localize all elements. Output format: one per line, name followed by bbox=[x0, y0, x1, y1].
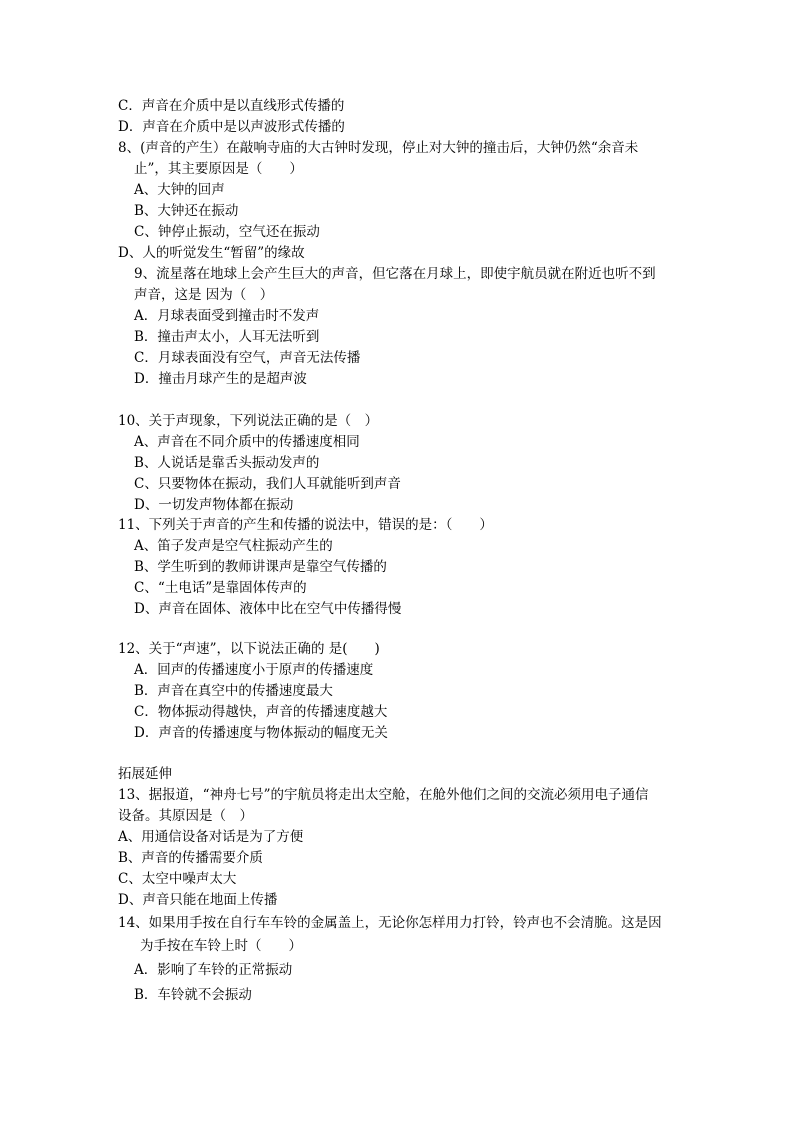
q8-option-a: A、大钟的回声 bbox=[134, 182, 225, 198]
q8-option-d: D、人的听觉发生“暂留”的缘故 bbox=[118, 245, 305, 261]
q11-stem: 11、下列关于声音的产生和传播的说法中，错误的是：（ ） bbox=[118, 517, 493, 533]
q8-stem-line2: 止”，其主要原因是（ ） bbox=[134, 161, 303, 177]
q8-stem-line1: 8、(声音的产生）在敲响寺庙的大古钟时发现，停止对大钟的撞击后，大钟仍然“余音未 bbox=[118, 140, 639, 156]
q9-option-b: B．撞击声太小，人耳无法听到 bbox=[134, 329, 320, 345]
q13-stem-line1: 13、据报道，“神舟七号”的宇航员将走出太空舱，在舱外他们之间的交流必须用电子通信 bbox=[118, 787, 649, 803]
q10-option-b: B、人说话是靠舌头振动发声的 bbox=[134, 455, 320, 471]
q11-option-c: C、“土电话”是靠固体传声的 bbox=[134, 580, 307, 596]
q7-option-c: C．声音在介质中是以直线形式传播的 bbox=[118, 98, 345, 114]
q11-option-d: D、声音在固体、液体中比在空气中传播得慢 bbox=[134, 601, 402, 617]
q12-option-c: C．物体振动得越快，声音的传播速度越大 bbox=[134, 704, 388, 720]
q7-option-d: D．声音在介质中是以声波形式传播的 bbox=[118, 119, 345, 135]
q9-stem-line1: 9、流星落在地球上会产生巨大的声音，但它落在月球上，即使宇航员就在附近也听不到 bbox=[134, 266, 656, 282]
q10-stem: 10、关于声现象，下列说法正确的是（ ） bbox=[118, 413, 379, 429]
q8-option-c: C、钟停止振动，空气还在振动 bbox=[134, 224, 320, 240]
section-title: 拓展延伸 bbox=[118, 766, 172, 782]
q11-option-b: B、学生听到的教师讲课声是靠空气传播的 bbox=[134, 559, 387, 575]
q9-option-a: A．月球表面受到撞击时不发声 bbox=[134, 308, 320, 324]
q9-option-d: D．撞击月球产生的是超声波 bbox=[134, 371, 307, 387]
q12-option-d: D．声音的传播速度与物体振动的幅度无关 bbox=[134, 725, 388, 741]
q10-option-d: D、一切发声物体都在振动 bbox=[134, 497, 294, 513]
q13-option-c: C、太空中噪声太大 bbox=[118, 871, 237, 887]
q9-stem-line2: 声音，这是 因为（ ） bbox=[134, 287, 274, 303]
q12-option-b: B．声音在真空中的传播速度最大 bbox=[134, 683, 333, 699]
q13-option-b: B、声音的传播需要介质 bbox=[118, 850, 263, 866]
q10-option-a: A、声音在不同介质中的传播速度相同 bbox=[134, 434, 360, 450]
q14-option-b: B．车铃就不会振动 bbox=[134, 987, 252, 1003]
q12-option-a: A．回声的传播速度小于原声的传播速度 bbox=[134, 662, 374, 678]
q13-option-d: D、声音只能在地面上传播 bbox=[118, 892, 278, 908]
q14-stem-line2: 为手按在车铃上时（ ） bbox=[140, 938, 302, 954]
q13-option-a: A、用通信设备对话是为了方便 bbox=[118, 829, 304, 845]
q14-option-a: A．影响了车铃的正常振动 bbox=[134, 962, 293, 978]
q13-stem-line2: 设备。其原因是（ ） bbox=[118, 808, 253, 824]
q10-option-c: C、只要物体在振动，我们人耳就能听到声音 bbox=[134, 476, 401, 492]
q9-option-c: C．月球表面没有空气，声音无法传播 bbox=[134, 350, 361, 366]
q14-stem-line1: 14、如果用手按在自行车车铃的金属盖上，无论你怎样用力打铃，铃声也不会清脆。这是因 bbox=[118, 915, 662, 931]
q8-option-b: B、大钟还在振动 bbox=[134, 203, 239, 219]
q12-stem: 12、关于“声速”，以下说法正确的 是( ) bbox=[118, 641, 380, 657]
q11-option-a: A、笛子发声是空气柱振动产生的 bbox=[134, 538, 333, 554]
